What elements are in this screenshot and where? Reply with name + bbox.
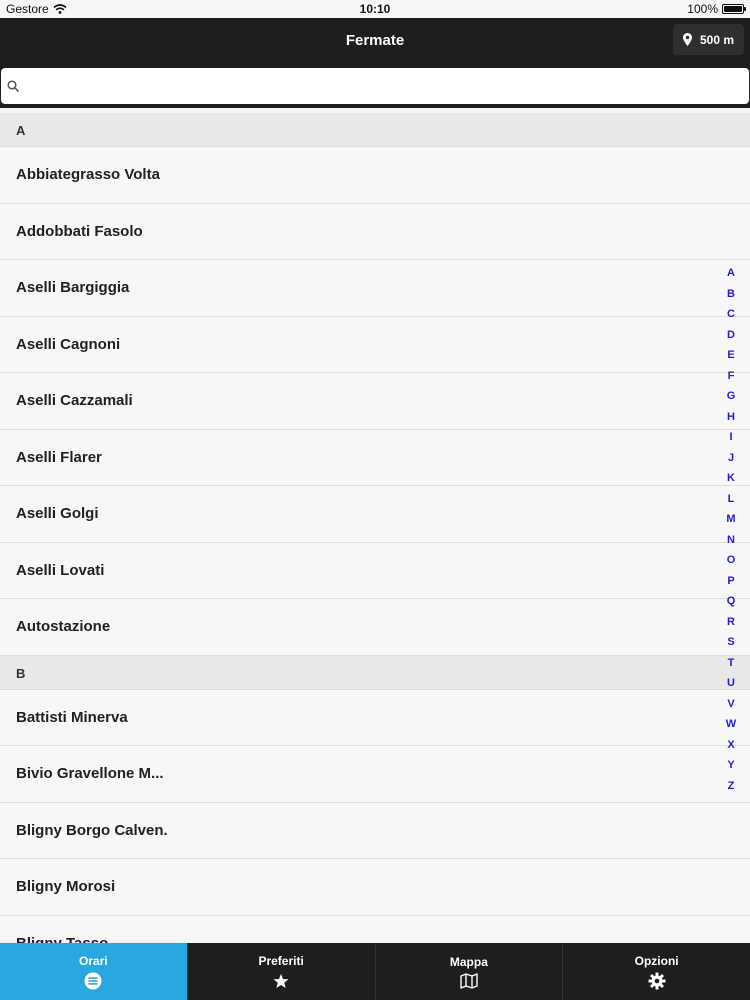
status-bar — [0, 0, 750, 18]
section-header-b: B — [0, 656, 750, 690]
index-letter-t[interactable]: T — [727, 656, 735, 669]
index-letter-o[interactable]: O — [726, 554, 736, 566]
index-letter-l[interactable]: L — [727, 492, 735, 505]
index-letter-v[interactable]: V — [727, 697, 735, 710]
star-icon — [272, 972, 290, 990]
carrier-name: Gestore — [6, 2, 49, 16]
tab-label: Opzioni — [634, 953, 679, 968]
list-item[interactable]: Addobbati Fasolo — [0, 204, 750, 261]
index-letter-j[interactable]: J — [727, 451, 735, 464]
search-bar — [0, 68, 750, 108]
search-icon — [7, 80, 19, 92]
index-letter-z[interactable]: Z — [727, 779, 735, 792]
index-letter-b[interactable]: B — [727, 287, 735, 300]
search-field[interactable] — [1, 68, 749, 104]
index-letter-m[interactable]: M — [726, 513, 736, 525]
page-title: Fermate — [345, 32, 405, 49]
battery-icon — [722, 4, 744, 14]
tab-label: Preferiti — [258, 953, 304, 968]
list-item[interactable]: Abbiategrasso Volta — [0, 147, 750, 204]
search-input[interactable] — [19, 71, 749, 101]
tab-label: Orari — [79, 953, 108, 968]
status-time: 10:10 — [359, 2, 391, 16]
index-letter-p[interactable]: P — [727, 574, 735, 587]
index-letter-q[interactable]: Q — [726, 595, 736, 607]
index-letter-y[interactable]: Y — [727, 759, 735, 771]
index-letter-i[interactable]: I — [729, 431, 733, 443]
tab-mappa[interactable] — [376, 943, 564, 1000]
tab-preferiti[interactable] — [188, 943, 376, 1000]
list-item[interactable]: Bligny Borgo Calven. — [0, 803, 750, 860]
distance-label: 500 m — [699, 32, 734, 47]
tab-bar — [0, 943, 750, 1000]
index-letter-a[interactable]: A — [727, 267, 735, 279]
index-letter-f[interactable]: F — [727, 369, 735, 382]
index-letter-g[interactable]: G — [726, 390, 736, 402]
index-letter-c[interactable]: C — [727, 308, 735, 320]
index-letter-k[interactable]: K — [727, 472, 735, 484]
list-item[interactable]: Aselli Flarer — [0, 430, 750, 487]
map-icon — [460, 973, 478, 989]
tab-opzioni[interactable] — [563, 943, 750, 1000]
list-item[interactable]: Autostazione — [0, 599, 750, 656]
list-item[interactable]: Aselli Cagnoni — [0, 317, 750, 374]
list-item[interactable]: Bligny Morosi — [0, 859, 750, 916]
list-item[interactable]: Aselli Cazzamali — [0, 373, 750, 430]
index-letter-r[interactable]: R — [727, 615, 735, 628]
location-pin-icon — [683, 33, 692, 46]
index-letter-e[interactable]: E — [727, 349, 735, 361]
list-item[interactable]: Aselli Bargiggia — [0, 260, 750, 317]
battery — [687, 2, 744, 16]
index-letter-x[interactable]: X — [727, 738, 735, 751]
gear-icon — [648, 972, 666, 990]
battery-percent: 100% — [687, 2, 718, 16]
index-letter-s[interactable]: S — [727, 636, 735, 648]
list-item[interactable]: Battisti Minerva — [0, 690, 750, 747]
index-letter-h[interactable]: H — [727, 410, 735, 423]
alphabet-index[interactable] — [724, 263, 738, 796]
tab-orari[interactable] — [0, 943, 188, 1000]
section-header-a: A — [0, 113, 750, 147]
tab-label: Mappa — [449, 954, 488, 969]
index-letter-u[interactable]: U — [727, 677, 735, 689]
stop-list[interactable] — [0, 113, 750, 943]
list-item[interactable]: Aselli Lovati — [0, 543, 750, 600]
nav-bar — [0, 18, 750, 68]
list-item[interactable]: Bivio Gravellone M... — [0, 746, 750, 803]
index-letter-w[interactable]: W — [725, 718, 737, 730]
list-icon — [84, 972, 102, 990]
list-item[interactable]: Aselli Golgi — [0, 486, 750, 543]
distance-button[interactable] — [673, 24, 744, 55]
index-letter-d[interactable]: D — [727, 328, 735, 341]
index-letter-n[interactable]: N — [727, 533, 735, 546]
